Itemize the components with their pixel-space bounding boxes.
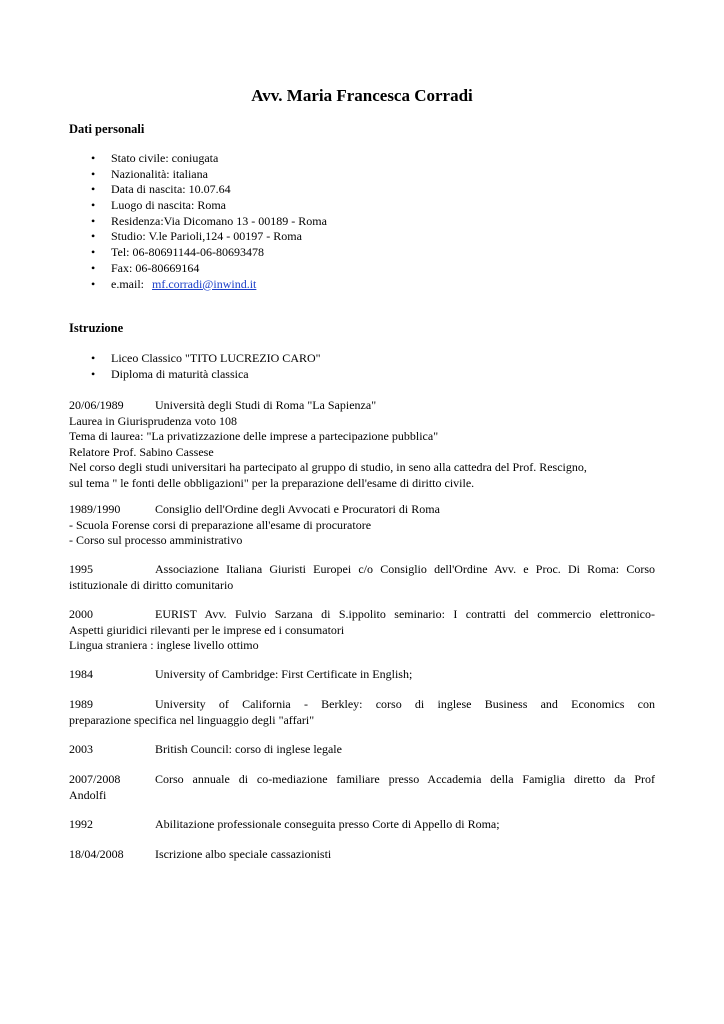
entry-laurea	[69, 398, 655, 491]
list-item: • Nazionalità: italiana	[69, 167, 327, 183]
entry-title: Corso annuale di co-mediazione familiare presso Accademia della Famiglia diretto da Prof	[155, 772, 655, 786]
entry-date: 1989/1990	[69, 502, 121, 516]
entry-line: - Scuola Forense corsi di preparazione all'esame di procuratore	[69, 517, 372, 532]
entry-date: 2003	[69, 742, 93, 756]
entry-title: University of California - Berkley: corso di inglese Business and Economics con	[155, 697, 655, 711]
entry-line: Laurea in Giurisprudenza voto 108	[69, 413, 237, 428]
personal-data-list	[69, 151, 327, 292]
entry-date: 20/06/1989	[69, 398, 124, 412]
entry-cambridge	[69, 667, 655, 683]
entry-date: 18/04/2008	[69, 847, 124, 861]
email-label: e.mail:	[111, 276, 144, 291]
page-title: Avv. Maria Francesca Corradi	[251, 86, 473, 105]
entry-aige	[69, 562, 655, 593]
entry-title: Università degli Studi di Roma "La Sapienza"	[155, 398, 377, 412]
entry-british-council	[69, 742, 655, 758]
list-item: • Residenza:Via Dicomano 13 - 00189 - Roma	[69, 214, 327, 230]
entry-california	[69, 697, 655, 728]
entry-date: 1989	[69, 697, 93, 711]
entry-title: Consiglio dell'Ordine degli Avvocati e Procuratori di Roma	[155, 502, 440, 516]
list-item: • Tel: 06-80691144-06-80693478	[69, 245, 327, 261]
entry-line: Nel corso degli studi universitari ha partecipato al gruppo di studio, in seno alla cattedra del Prof. Rescigno,	[69, 460, 587, 474]
entry-eurist	[69, 607, 655, 654]
entry-title: University of Cambridge: First Certificate in English;	[155, 667, 413, 681]
entry-line: preparazione specifica nel linguaggio degli "affari"	[69, 712, 315, 727]
entry-line: Andolfi	[69, 787, 107, 802]
list-item: • Luogo di nascita: Roma	[69, 198, 327, 214]
list-item: • Fax: 06-80669164	[69, 261, 327, 277]
entry-mediazione	[69, 772, 655, 803]
entry-title: British Council: corso di inglese legale	[155, 742, 342, 756]
entry-date: 2000	[69, 607, 93, 621]
entry-line: istituzionale di diritto comunitario	[69, 577, 234, 592]
list-item-email	[69, 277, 327, 293]
email-link[interactable]: mf.corradi@inwind.it	[152, 276, 257, 291]
entry-date: 1984	[69, 667, 93, 681]
entry-abilitazione	[69, 817, 655, 833]
entry-line: Lingua straniera : inglese livello ottimo	[69, 638, 259, 652]
list-item: • Stato civile: coniugata	[69, 151, 327, 167]
education-list	[69, 351, 321, 382]
list-item: • Studio: V.le Parioli,124 - 00197 - Roma	[69, 229, 327, 245]
entry-title: Associazione Italiana Giuristi Europei c/o Consiglio dell'Ordine Avv. e Proc. Di Roma: Corso	[155, 562, 655, 576]
list-item: • Liceo Classico "TITO LUCREZIO CARO"	[69, 351, 321, 367]
entry-cassazionisti	[69, 847, 655, 863]
section-heading-istruzione: Istruzione	[69, 321, 124, 335]
entry-title: Iscrizione albo speciale cassazionisti	[155, 847, 332, 861]
entry-date: 1992	[69, 817, 93, 831]
list-item: • Diploma di maturità classica	[69, 367, 321, 383]
entry-consiglio	[69, 502, 655, 549]
entry-line: Tema di laurea: "La privatizzazione delle imprese a partecipazione pubblica"	[69, 429, 439, 443]
entry-line: Relatore Prof. Sabino Cassese	[69, 444, 214, 459]
entry-title: Abilitazione professionale conseguita presso Corte di Appello di Roma;	[155, 817, 500, 831]
entry-title: EURIST Avv. Fulvio Sarzana di S.ippolito seminario: I contratti del commercio elettronico-	[155, 607, 655, 621]
entry-line: sul tema " le fonti delle obbligazioni" per la preparazione dell'esame di diritto civile.	[69, 475, 475, 490]
section-heading-dati-personali: Dati personali	[69, 122, 145, 136]
list-item: • Data di nascita: 10.07.64	[69, 182, 327, 198]
entry-line: Aspetti giuridici rilevanti per le imprese ed i consumatori	[69, 622, 345, 637]
entry-line: - Corso sul processo amministrativo	[69, 533, 243, 547]
entry-date: 2007/2008	[69, 772, 121, 786]
entry-date: 1995	[69, 562, 93, 576]
